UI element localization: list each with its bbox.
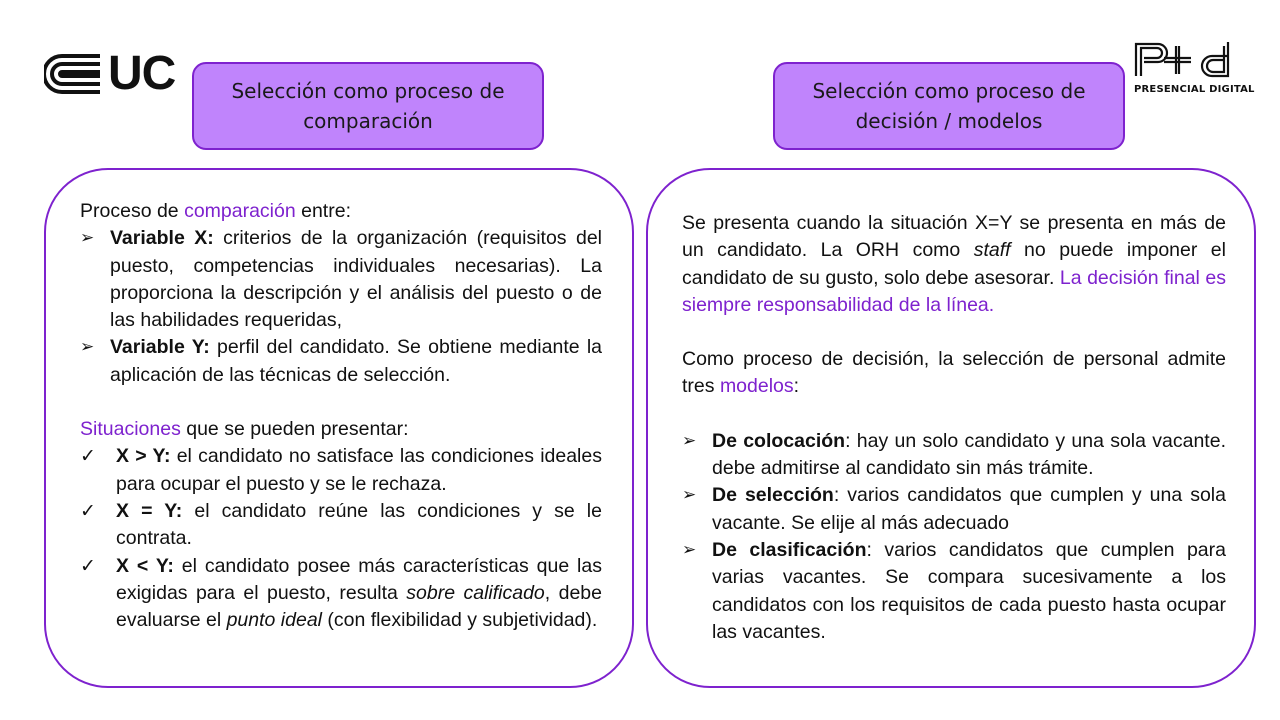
highlight-situaciones: Situaciones [80,418,181,441]
decision-paragraph-1: Se presenta cuando la situación X=Y se presenta en más de un candidato. La ORH como staff no puede imponer el candidato de su gusto, solo debe asesorar. La decisión final es siempre responsabilidad de la línea. [682,212,1226,316]
uc-stripes-icon [44,52,104,96]
highlight-comparacion: comparación [184,200,296,222]
situation-x-lt-y: ✓ X < Y: el candidato posee más características que las exigidas para el puesto, resulta sobre calificado, debe evaluarse el punto ideal (con flexibilidad y subjetividad). [80,554,602,632]
comparison-intro: Proceso de comparación entre: [80,200,351,222]
situation-x-eq-y: ✓ X = Y: el candidato reúne las condiciones y se le contrata. [80,499,602,550]
arrow-bullet-icon: ➢ [682,539,697,560]
arrow-bullet-icon: ➢ [682,430,697,451]
decision-text [682,210,1226,646]
situation-x-gt-y: ✓ X > Y: el candidato no satisface las condiciones ideales para ocupar el puesto y se le rechaza. [80,445,602,495]
header-comparison: Selección como proceso de comparación [192,62,544,150]
variable-y-item: ➢ Variable Y: perfil del candidato. Se obtiene mediante la aplicación de las técnicas de selección. [80,336,603,386]
panel-comparison [44,168,634,688]
comparison-text [80,198,602,634]
check-bullet-icon: ✓ [80,499,96,522]
uc-logo [44,47,184,100]
model-colocacion: ➢ De colocación: hay un solo candidato y una sola vacante. debe admitirse al candidato sin más trámite. [682,429,1226,480]
decision-paragraph-2: Como proceso de decisión, la selección de personal admite tres modelos: [682,348,1226,398]
panel-decision [646,168,1256,688]
model-clasificacion: ➢ De clasificación: varios candidatos que cumplen para varias vacantes. Se compara sucesivamente a los candidatos con los requisitos de cada puesto hasta ocupar las vacantes. [682,538,1226,643]
variable-x-item: ➢ Variable X: criterios de la organización (requisitos del puesto, competencias individuales necesarias). La proporciona la descripción y el análisis del puesto o de las habilidades requeridas, [80,227,602,332]
situations-heading: Situaciones que se pueden presentar: [80,418,409,441]
check-bullet-icon: ✓ [80,554,96,577]
highlight-decision-final: La decisión final es siempre responsabilidad de la línea. [682,266,1226,316]
ptd-logo [1132,40,1255,98]
header-decision-models: Selección como proceso de decisión / modelos [773,62,1125,150]
ptd-logo-subtitle: PRESENCIAL DIGITAL [1134,84,1255,95]
arrow-bullet-icon: ➢ [80,228,95,249]
highlight-modelos: modelos [719,375,794,398]
model-seleccion: ➢ De selección: varios candidatos que cumplen y una sola vacante. Se elije al más adecuado [682,484,1226,534]
arrow-bullet-icon: ➢ [80,337,95,358]
check-bullet-icon: ✓ [80,445,96,468]
arrow-bullet-icon: ➢ [682,485,697,506]
uc-logo-text: UC [108,47,176,100]
ptd-logo-mark [1132,40,1236,80]
